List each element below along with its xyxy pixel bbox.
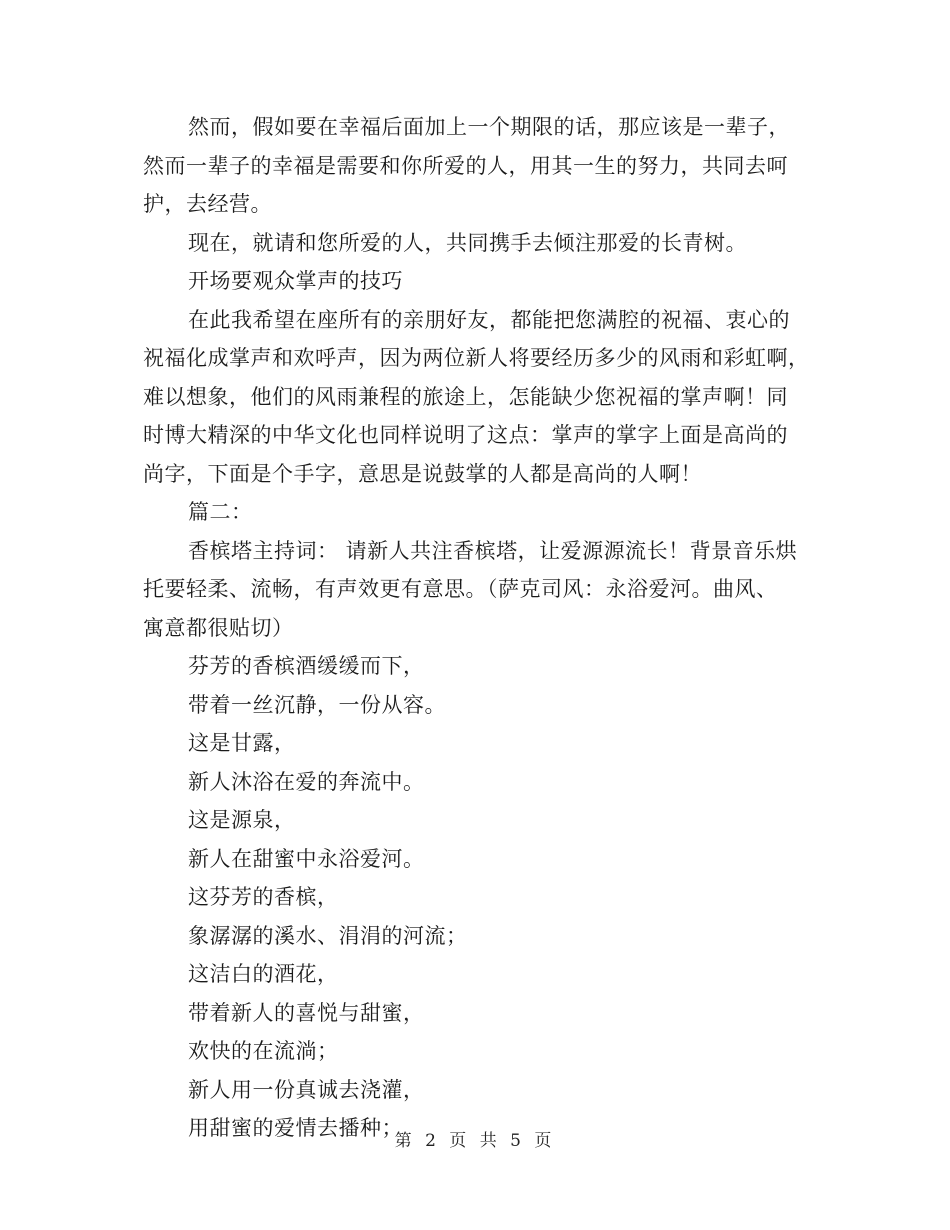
poem-line: 这芬芳的香槟， <box>188 885 339 909</box>
poem-line: 这是甘露， <box>188 731 296 755</box>
paragraph-line: 寓意都很贴切） <box>143 615 294 640</box>
poem-line: 新人沐浴在爱的奔流中。 <box>188 769 425 794</box>
poem-line: 这洁白的酒花， <box>188 962 339 986</box>
paragraph-line: 然而，假如要在幸福后面加上一个期限的话，那应该是一辈子， <box>188 115 790 139</box>
poem-line: 象潺潺的溪水、涓涓的河流； <box>188 923 468 948</box>
paragraph-line: 护，去经营。 <box>143 192 272 216</box>
paragraph-line: 时博大精深的中华文化也同样说明了这点：掌声的掌字上面是高尚的 <box>143 423 788 447</box>
paragraph-line: 然而一辈子的幸福是需要和你所爱的人，用其一生的努力，共同去呵 <box>143 153 788 178</box>
poem-line: 新人在甜蜜中永浴爱河。 <box>188 846 425 871</box>
document-body <box>143 108 808 1148</box>
section-heading: 开场要观众掌声的技巧 <box>188 269 403 293</box>
paragraph-line: 在此我希望在座所有的亲朋好友，都能把您满腔的祝福、衷心的 <box>188 307 790 332</box>
poem-line: 新人用一份真诚去浇灌， <box>188 1077 425 1102</box>
poem-line: 带着新人的喜悦与甜蜜， <box>188 1000 425 1025</box>
poem-line: 欢快的在流淌； <box>188 1039 339 1063</box>
paragraph-line: 香槟塔主持词： 请新人共注香槟塔，让爱源源流长！背景音乐烘 <box>188 538 798 563</box>
poem-line: 带着一丝沉静，一份从容。 <box>188 692 446 717</box>
page-number: 第 2 页 共 5 页 <box>394 1131 556 1151</box>
paragraph-line: 难以想象，他们的风雨兼程的旅途上，怎能缺少您祝福的掌声啊！同 <box>143 384 788 409</box>
poem-line: 这是源泉， <box>188 808 296 832</box>
paragraph-line: 尚字，下面是个手字，意思是说鼓掌的人都是高尚的人啊！ <box>143 461 702 486</box>
poem-line: 用甜蜜的爱情去播种； <box>188 1116 403 1140</box>
paragraph-line: 祝福化成掌声和欢呼声，因为两位新人将要经历多少的风雨和彩虹啊， <box>143 346 810 370</box>
paragraph-line: 现在，就请和您所爱的人，共同携手去倾注那爱的长青树。 <box>188 230 747 255</box>
section-heading: 篇二： <box>188 500 253 524</box>
poem-line: 芬芳的香槟酒缓缓而下， <box>188 654 425 678</box>
paragraph-line: 托要轻柔、流畅，有声效更有意思。（萨克司风：永浴爱河。曲风、 <box>143 577 778 601</box>
